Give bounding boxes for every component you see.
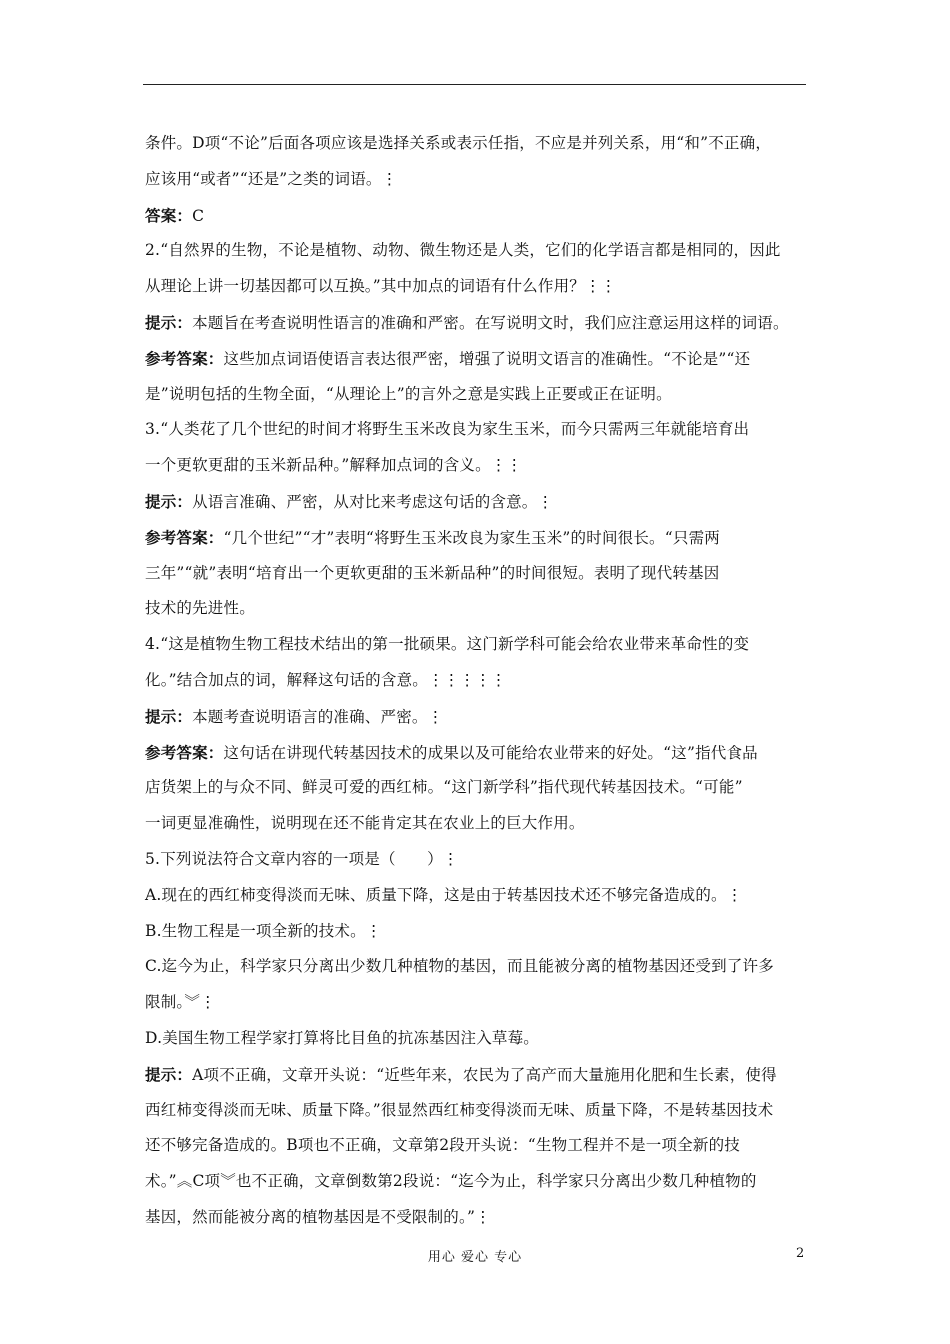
line-text: 条件。D项“不论”后面各项应该是选择关系或表示任指，不应是并列关系，用“和”不正确， <box>145 134 772 152</box>
line-text: 还不够完备造成的。B项也不正确，文章第2段开头说：“生物工程并不是一项全新的技 <box>145 1136 740 1155</box>
line-text: 一词更显准确性，说明现在还不能肯定其在农业上的巨大作用。 <box>145 814 585 833</box>
line-text: B.生物工程是一项全新的技术。⋮ <box>145 921 382 940</box>
text-line <box>145 162 808 198</box>
text-line <box>145 914 808 950</box>
text-line <box>145 699 808 735</box>
text-line <box>145 591 808 627</box>
line-text: 3.“人类花了几个世纪的时间才将野生玉米改良为家生玉米，而今只需两三年就能培育出 <box>145 420 750 439</box>
text-line <box>145 269 808 305</box>
document-body <box>145 126 808 1236</box>
line-text: 是”说明包括的生物全面，“从理论上”的言外之意是实践上正要或正在证明。 <box>145 384 672 403</box>
text-line <box>145 198 808 234</box>
text-line <box>145 520 808 556</box>
line-text: C.迄今为止，科学家只分离出少数几种植物的基因，而且能被分离的植物基因还受到了许多 <box>145 957 774 976</box>
line-text: 从语言准确、严密，从对比来考虑这句话的含意。⋮ <box>192 492 554 511</box>
line-text: 术。”︽C项︾也不正确，文章倒数第2段说：“迄今为止，科学家只分离出少数几种植物的 <box>145 1172 757 1191</box>
text-line <box>145 1200 808 1236</box>
line-text: 三年”“就”表明“培育出一个更软更甜的玉米新品种”的时间很短。表明了现代转基因 <box>145 563 720 582</box>
header-rule <box>143 84 806 85</box>
line-text: “几个世纪”“才”表明“将野生玉米改良为家生玉米”的时间很长。“只需两 <box>223 528 720 547</box>
line-text: A.现在的西红柿变得淡而无味、质量下降，这是由于转基因技术还不够完备造成的。⋮ <box>145 885 743 904</box>
text-line <box>145 305 808 341</box>
text-line <box>145 126 808 162</box>
line-text: 西红柿变得淡而无味、质量下降。”很显然西红柿变得淡而无味、质量下降，不是转基因技术 <box>145 1100 774 1119</box>
text-line <box>145 1021 808 1057</box>
line-label: 参考答案： <box>145 348 224 368</box>
line-label: 提示： <box>145 706 193 726</box>
line-text: 一个更软更甜的玉米新品种。”解释加点词的含义。⋮⋮ <box>145 456 523 475</box>
line-text: D.美国生物工程学家打算将比目鱼的抗冻基因注入草莓。 <box>145 1028 540 1047</box>
text-line <box>145 1057 808 1093</box>
line-text: 本题考查说明语言的准确、严密。⋮ <box>192 707 444 726</box>
text-line <box>145 663 808 699</box>
line-text: 店货架上的与众不同、鲜灵可爱的西红柿。“这门新学科”指代现代转基因技术。“可能” <box>145 778 743 797</box>
text-line <box>145 985 808 1021</box>
line-text: 4.“这是植物生物工程技术结出的第一批硕果。这门新学科可能会给农业带来革命性的变 <box>145 635 750 654</box>
text-line <box>145 412 808 448</box>
text-line <box>145 1128 808 1164</box>
line-label: 答案： <box>145 205 193 225</box>
line-label: 提示： <box>145 491 193 511</box>
footer-motto: 用心 爱心 专心 <box>427 1250 523 1265</box>
line-text: 技术的先进性。 <box>145 599 255 618</box>
text-line <box>145 949 808 985</box>
line-text: 基因，然而能被分离的植物基因是不受限制的。”⋮ <box>145 1207 491 1226</box>
text-line <box>145 448 808 484</box>
line-text: A项不正确，文章开头说：“近些年来，农民为了高产而大量施用化肥和生长素，使得 <box>192 1065 777 1084</box>
text-line <box>145 842 808 878</box>
line-text: 限制。︾⋮ <box>145 993 216 1012</box>
line-label: 提示： <box>145 1064 193 1084</box>
line-label: 参考答案： <box>145 742 224 762</box>
page-number: 2 <box>796 1246 805 1261</box>
text-line <box>145 878 808 914</box>
line-text: 化。”结合加点的词，解释这句话的含意。⋮⋮⋮⋮⋮ <box>145 670 507 689</box>
line-text: 从理论上讲一切基因都可以互换。”其中加点的词语有什么作用？⋮⋮ <box>145 277 617 296</box>
line-text: 这些加点词语使语言表达很严密，增强了说明文语言的准确性。“不论是”“还 <box>223 349 751 368</box>
line-text: 本题旨在考查说明性语言的准确和严密。在写说明文时，我们应注意运用这样的词语。 <box>192 313 789 332</box>
text-line <box>145 627 808 663</box>
line-text: C <box>192 206 205 225</box>
line-text: 2.“自然界的生物，不论是植物、动物、微生物还是人类，它们的化学语言都是相同的，因此 <box>145 241 781 260</box>
line-text: 这句话在讲现代转基因技术的成果以及可能给农业带来的好处。“这”指代食品 <box>223 743 758 762</box>
line-text: 应该用“或者”“还是”之类的词语。⋮ <box>145 169 398 188</box>
line-text: 5.下列说法符合文章内容的一项是（ ）⋮ <box>145 849 459 868</box>
line-label: 参考答案： <box>145 527 224 547</box>
text-line <box>145 735 808 771</box>
text-line <box>145 233 808 269</box>
text-line <box>145 556 808 592</box>
line-label: 提示： <box>145 312 193 332</box>
text-line <box>145 1164 808 1200</box>
text-line <box>145 1093 808 1129</box>
text-line <box>145 484 808 520</box>
text-line <box>145 806 808 842</box>
text-line <box>145 341 808 377</box>
text-line <box>145 377 808 413</box>
text-line <box>145 770 808 806</box>
